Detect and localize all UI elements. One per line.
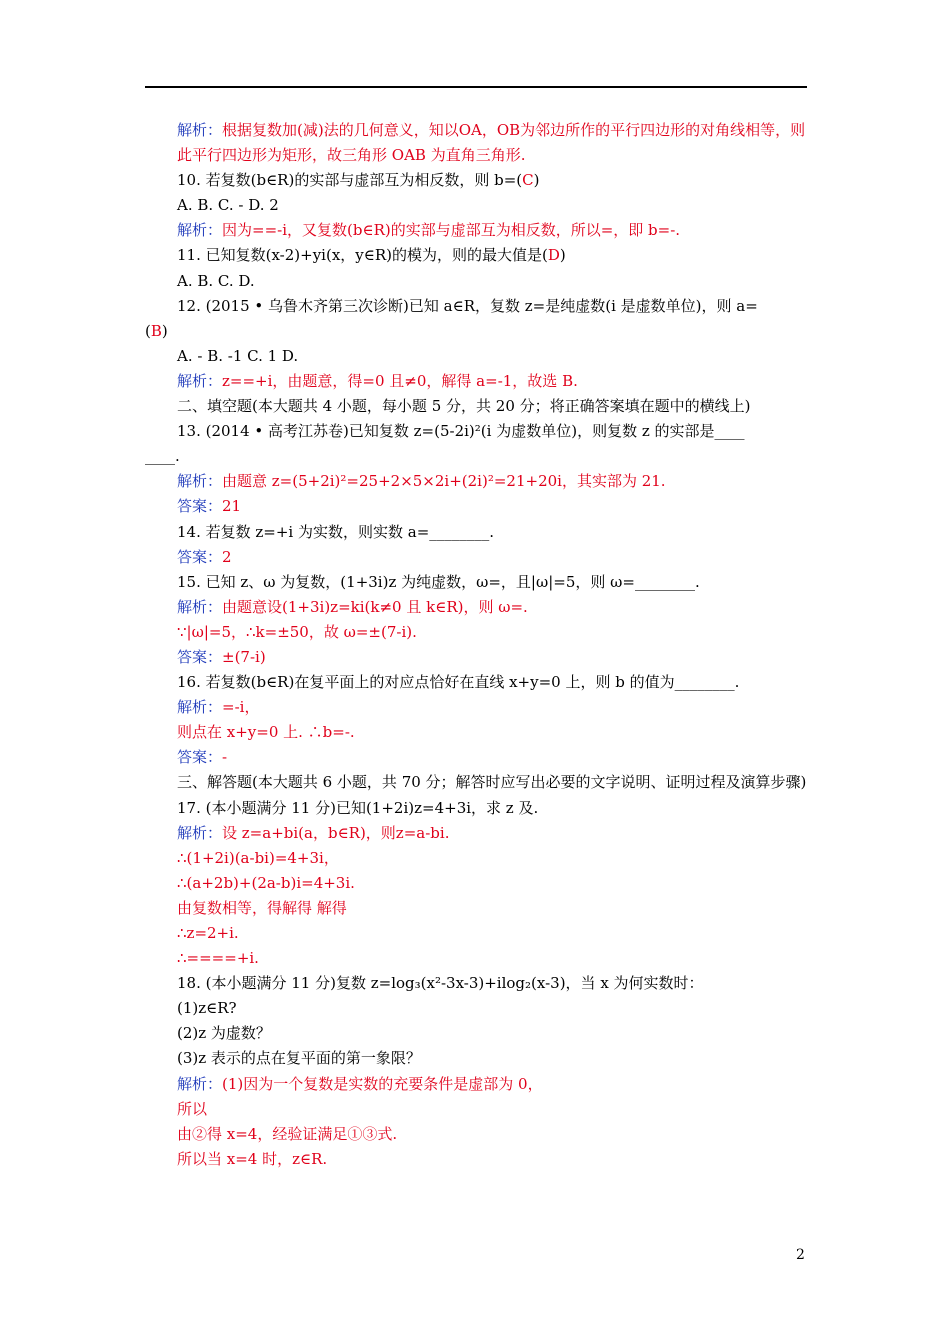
- answer-text: 所以: [177, 1099, 208, 1118]
- answer-text: 所以当 x=4 时，z∈R.: [177, 1149, 328, 1168]
- body-text: 13. (2014 • 高考江苏卷)已知复数 z=(5-2i)²(i 为虚数单位)，则复数 z 的实部是____: [177, 422, 745, 441]
- text-line: [145, 243, 807, 268]
- answer-text: z==+i，由题意，得=0 且≠0，解得 a=-1，故选 B.: [222, 371, 578, 390]
- answer-text: ∴(1+2i)(a-bi)=4+3i，: [177, 848, 339, 867]
- text-line: [145, 896, 807, 921]
- answer-text: ±(7-i): [222, 647, 266, 666]
- text-line: [145, 118, 807, 168]
- answer-text: -: [222, 748, 228, 767]
- body-text: ): [533, 171, 540, 190]
- answer-text: 由题意设(1+3i)z=ki(k≠0 且 k∈R)，则 ω=.: [222, 597, 528, 616]
- text-line: [145, 645, 807, 670]
- body-text: ): [559, 246, 566, 265]
- answer-text: B: [150, 321, 162, 340]
- answer-text: 设 z=a+bi(a，b∈R)，则z=a-bi.: [222, 823, 450, 842]
- text-line: [145, 344, 807, 369]
- text-line: [145, 620, 807, 645]
- answer-text: =-i，: [222, 698, 260, 717]
- answer-text: 由题意 z=(5+2i)²=25+2×5×2i+(2i)²=21+20i，其实部为 21.: [222, 472, 666, 491]
- text-line: [145, 394, 807, 419]
- body-text: 二、填空题(本大题共 4 小题，每小题 5 分，共 20 分；将正确答案填在题中的横线上): [177, 397, 751, 416]
- text-line: [145, 294, 807, 319]
- text-line: [145, 1021, 807, 1046]
- body-text: 三、解答题(本大题共 6 小题，共 70 分；解答时应写出必要的文字说明、证明过程及演算步骤): [177, 773, 807, 792]
- text-line: [145, 419, 807, 444]
- body-text: 10. 若复数(b∈R)的实部与虚部互为相反数，则 b=(: [177, 171, 523, 190]
- body-text: 16. 若复数(b∈R)在复平面上的对应点恰好在直线 x+y=0 上，则 b 的值为________.: [177, 673, 740, 692]
- label-text: 解析：: [177, 472, 223, 491]
- body-text: 12. (2015 • 乌鲁木齐第三次诊断)已知 a∈R，复数 z=是纯虚数(i 是虚数单位)，则 a=: [177, 296, 758, 315]
- header-rule: [145, 86, 807, 88]
- text-line: [145, 1072, 807, 1097]
- body-text: 15. 已知 z、ω 为复数，(1+3i)z 为纯虚数，ω=，且|ω|=5，则 ω=________.: [177, 572, 700, 591]
- text-line: [145, 996, 807, 1021]
- body-text: A. B. C. - D. 2: [177, 196, 279, 215]
- text-line: [145, 269, 807, 294]
- text-line: [145, 319, 807, 344]
- text-line: [145, 971, 807, 996]
- answer-text: 因为==-i，又复数(b∈R)的实部与虚部互为相反数，所以=，即 b=-.: [222, 221, 681, 240]
- text-line: [145, 369, 807, 394]
- text-line: [145, 1122, 807, 1147]
- label-text: 答案：: [177, 647, 223, 666]
- answer-text: ∴====+i.: [177, 949, 259, 968]
- answer-text: C: [522, 171, 534, 190]
- answer-text: ∵|ω|=5，∴k=±50，故 ω=±(7-i).: [177, 622, 417, 641]
- document-body: [145, 118, 807, 1172]
- answer-text: 21: [222, 497, 242, 516]
- text-line: [145, 1046, 807, 1071]
- body-text: A. B. C. D.: [177, 271, 255, 290]
- text-line: [145, 745, 807, 770]
- text-line: [145, 469, 807, 494]
- answer-text: 2: [222, 547, 232, 566]
- label-text: 解析：: [177, 1074, 223, 1093]
- body-text: ____.: [145, 447, 180, 466]
- text-line: [145, 821, 807, 846]
- label-text: 解析：: [177, 597, 223, 616]
- text-line: [145, 494, 807, 519]
- text-line: [145, 520, 807, 545]
- answer-text: 根据复数加(减)法的几何意义，知以OA，OB为邻边所作的平行四边形的对角线相等，则此平行四边形为矩形，故三角形 OAB 为直角三角形.: [177, 121, 806, 165]
- answer-text: D: [547, 246, 560, 265]
- body-text: (: [145, 321, 151, 340]
- body-text: 18. (本小题满分 11 分)复数 z=log₃(x²-3x-3)+ilog₂(x-3)，当 x 为何实数时：: [177, 974, 704, 993]
- text-line: [145, 670, 807, 695]
- text-line: [145, 168, 807, 193]
- body-text: (2)z 为虚数？: [177, 1024, 271, 1043]
- text-line: [145, 695, 807, 720]
- label-text: 答案：: [177, 497, 223, 516]
- answer-text: ∴z=2+i.: [177, 924, 239, 942]
- page-number: 2: [796, 1247, 805, 1263]
- text-line: [145, 846, 807, 871]
- answer-text: 由②得 x=4，经验证满足①③式.: [177, 1124, 398, 1143]
- text-line: [145, 871, 807, 896]
- answer-text: (1)因为一个复数是实数的充要条件是虚部为 0，: [222, 1074, 543, 1093]
- answer-text: 由复数相等，得解得 解得: [177, 898, 347, 917]
- text-line: [145, 218, 807, 243]
- text-line: [145, 1147, 807, 1172]
- text-line: [145, 921, 807, 946]
- label-text: 解析：: [177, 823, 223, 842]
- label-text: 解析：: [177, 221, 223, 240]
- text-line: [145, 193, 807, 218]
- body-text: A. - B. -1 C. 1 D.: [177, 346, 299, 365]
- text-line: [145, 570, 807, 595]
- body-text: ): [161, 321, 168, 340]
- body-text: 17. (本小题满分 11 分)已知(1+2i)z=4+3i，求 z 及.: [177, 798, 539, 817]
- text-line: [145, 796, 807, 821]
- text-line: [145, 595, 807, 620]
- text-line: [145, 720, 807, 745]
- body-text: 14. 若复数 z=+i 为实数，则实数 a=________.: [177, 522, 495, 541]
- body-text: (1)z∈R?: [177, 999, 237, 1018]
- text-line: [145, 946, 807, 971]
- label-text: 答案：: [177, 748, 223, 767]
- body-text: 11. 已知复数(x-2)+yi(x，y∈R)的模为，则的最大值是(: [177, 246, 548, 265]
- text-line: [145, 444, 807, 469]
- body-text: (3)z 表示的点在复平面的第一象限？: [177, 1049, 421, 1068]
- answer-text: 则点在 x+y=0 上. ∴b=-.: [177, 723, 355, 742]
- label-text: 答案：: [177, 547, 223, 566]
- text-line: [145, 545, 807, 570]
- text-line: [145, 1097, 807, 1122]
- label-text: 解析：: [177, 121, 223, 139]
- label-text: 解析：: [177, 371, 223, 390]
- label-text: 解析：: [177, 698, 223, 717]
- text-line: [145, 770, 807, 795]
- answer-text: ∴(a+2b)+(2a-b)i=4+3i.: [177, 873, 355, 892]
